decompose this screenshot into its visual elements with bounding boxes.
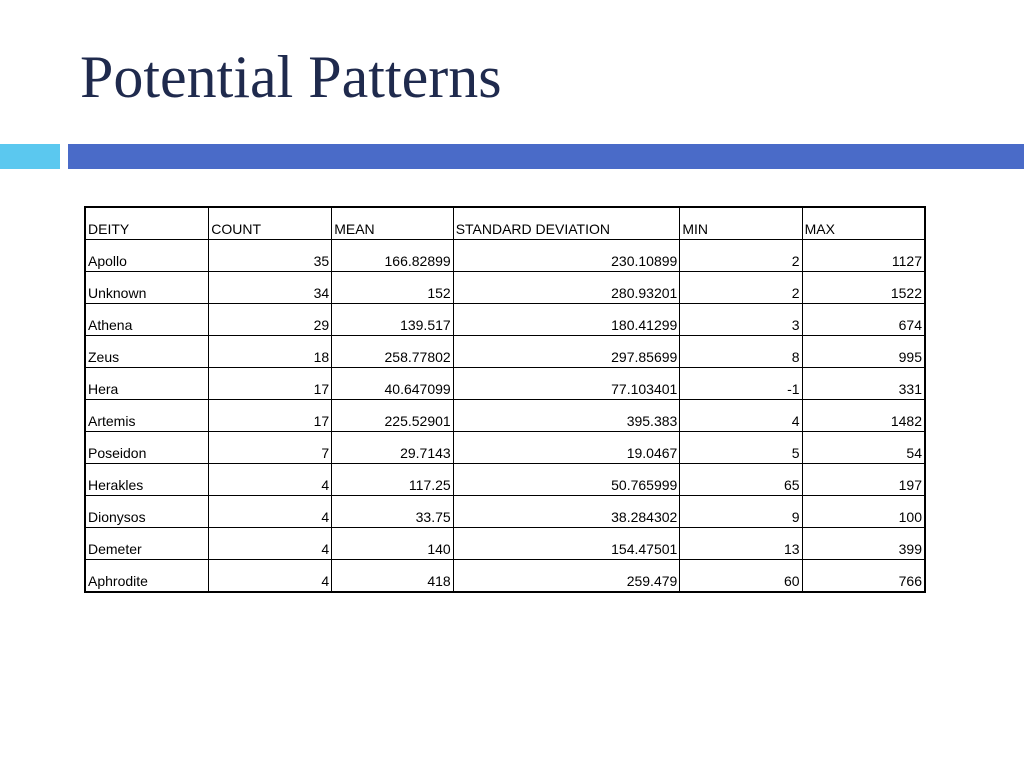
- cell-count: 7: [209, 432, 332, 464]
- cell-count: 35: [209, 240, 332, 272]
- cell-deity: Herakles: [85, 464, 209, 496]
- cell-deity: Zeus: [85, 336, 209, 368]
- header-mean: MEAN: [332, 207, 453, 240]
- cell-min: 8: [680, 336, 802, 368]
- cell-max: 399: [802, 528, 925, 560]
- cell-count: 17: [209, 400, 332, 432]
- cell-mean: 152: [332, 272, 453, 304]
- cell-mean: 166.82899: [332, 240, 453, 272]
- table-body: [85, 240, 925, 593]
- accent-bar-right: [68, 144, 1024, 169]
- cell-min: 3: [680, 304, 802, 336]
- cell-mean: 40.647099: [332, 368, 453, 400]
- header-deity: DEITY: [85, 207, 209, 240]
- cell-min: 4: [680, 400, 802, 432]
- cell-min: 65: [680, 464, 802, 496]
- cell-count: 18: [209, 336, 332, 368]
- cell-count: 34: [209, 272, 332, 304]
- cell-deity: Demeter: [85, 528, 209, 560]
- cell-deity: Aphrodite: [85, 560, 209, 593]
- table-row: [85, 432, 925, 464]
- cell-max: 1482: [802, 400, 925, 432]
- cell-max: 1522: [802, 272, 925, 304]
- cell-min: 9: [680, 496, 802, 528]
- header-min: MIN: [680, 207, 802, 240]
- cell-max: 766: [802, 560, 925, 593]
- cell-max: 674: [802, 304, 925, 336]
- cell-max: 197: [802, 464, 925, 496]
- cell-count: 4: [209, 528, 332, 560]
- cell-count: 4: [209, 464, 332, 496]
- cell-min: 5: [680, 432, 802, 464]
- table-row: [85, 272, 925, 304]
- table-row: [85, 368, 925, 400]
- cell-mean: 258.77802: [332, 336, 453, 368]
- cell-mean: 29.7143: [332, 432, 453, 464]
- cell-standard-deviation: 19.0467: [453, 432, 680, 464]
- table-row: [85, 304, 925, 336]
- cell-min: 13: [680, 528, 802, 560]
- cell-deity: Hera: [85, 368, 209, 400]
- cell-min: 2: [680, 240, 802, 272]
- accent-bar-left: [0, 144, 60, 169]
- cell-count: 17: [209, 368, 332, 400]
- cell-max: 331: [802, 368, 925, 400]
- cell-min: 2: [680, 272, 802, 304]
- header-standard-deviation: STANDARD DEVIATION: [453, 207, 680, 240]
- cell-standard-deviation: 230.10899: [453, 240, 680, 272]
- table-row: [85, 240, 925, 272]
- cell-standard-deviation: 50.765999: [453, 464, 680, 496]
- cell-deity: Dionysos: [85, 496, 209, 528]
- cell-min: -1: [680, 368, 802, 400]
- cell-standard-deviation: 180.41299: [453, 304, 680, 336]
- table-row: [85, 464, 925, 496]
- cell-min: 60: [680, 560, 802, 593]
- cell-mean: 117.25: [332, 464, 453, 496]
- cell-mean: 139.517: [332, 304, 453, 336]
- table-row: [85, 336, 925, 368]
- cell-standard-deviation: 77.103401: [453, 368, 680, 400]
- cell-standard-deviation: 280.93201: [453, 272, 680, 304]
- table-row: [85, 400, 925, 432]
- slide-title: Potential Patterns: [80, 44, 502, 110]
- cell-count: 4: [209, 560, 332, 593]
- cell-deity: Artemis: [85, 400, 209, 432]
- cell-count: 4: [209, 496, 332, 528]
- cell-max: 100: [802, 496, 925, 528]
- table-row: [85, 560, 925, 593]
- cell-max: 54: [802, 432, 925, 464]
- cell-mean: 33.75: [332, 496, 453, 528]
- table-row: [85, 496, 925, 528]
- cell-max: 995: [802, 336, 925, 368]
- deity-stats-table: [84, 206, 926, 593]
- cell-max: 1127: [802, 240, 925, 272]
- cell-standard-deviation: 259.479: [453, 560, 680, 593]
- cell-deity: Athena: [85, 304, 209, 336]
- cell-mean: 418: [332, 560, 453, 593]
- cell-standard-deviation: 395.383: [453, 400, 680, 432]
- cell-count: 29: [209, 304, 332, 336]
- table-header-row: [85, 207, 925, 240]
- table-row: [85, 528, 925, 560]
- cell-standard-deviation: 154.47501: [453, 528, 680, 560]
- header-max: MAX: [802, 207, 925, 240]
- cell-mean: 225.52901: [332, 400, 453, 432]
- cell-mean: 140: [332, 528, 453, 560]
- cell-standard-deviation: 297.85699: [453, 336, 680, 368]
- cell-deity: Unknown: [85, 272, 209, 304]
- cell-standard-deviation: 38.284302: [453, 496, 680, 528]
- cell-deity: Poseidon: [85, 432, 209, 464]
- header-count: COUNT: [209, 207, 332, 240]
- cell-deity: Apollo: [85, 240, 209, 272]
